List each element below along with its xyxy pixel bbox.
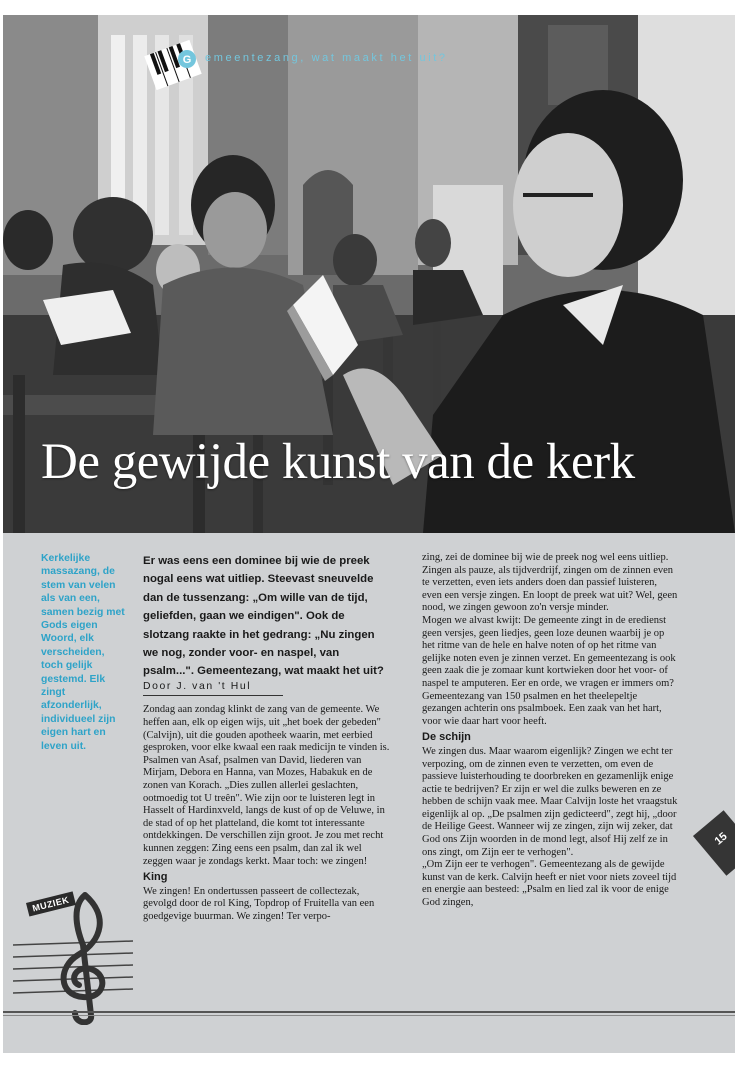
muziek-section-graphic — [13, 885, 133, 1025]
subheading-king: King — [143, 871, 168, 884]
lead-paragraph: Er was eens een dominee bij wie de preek nogal eens wat uitliep. Steevast sneuvelde dan de tussenzang: „Om wille van de tijd, geliefden, gaan we eindigen". Ook de slotzang raakte in het gedrang: „Nu zingen we nog, zonder voor- en naspel, van psalm...". Gemeentezang, wat maakt het uit? — [143, 555, 384, 678]
byline: Door J. van 't Hul — [143, 681, 283, 697]
series-title: emeentezang, wat maakt het uit? — [205, 52, 448, 64]
magazine-page — [3, 15, 735, 1053]
church-congregation-photo — [3, 15, 735, 533]
section-tag: MUZIEK — [26, 891, 75, 916]
page-number-tab — [693, 810, 735, 876]
series-header — [143, 35, 448, 95]
body-paragraph: Gemeentezang van 150 psalmen en het theelepeltje gezangen achterin ons psalmboek. Een zaak van het hart, voor wie daar hart voor heeft. — [422, 690, 662, 727]
body-paragraph: Mogen we alvast kwijt: De gemeente zingt in de eredienst geen versjes, geen liedjes, geen loze deunen waarbij je op het ritme van de hele en halve noten of op het ritme van gelijke noten even je zinnen verzet. En gemeentezang is ook geen zaak die je zomaar kunt kortwieken door het voor- of naspel te amputeren. Eer en orde, we vragen er immers om? — [422, 614, 676, 689]
footer-rule — [3, 1011, 735, 1013]
body-paragraph: zing, zei de dominee bij wie de preek nog wel eens uitliep. Zingen als pauze, als tijdverdrijf, zingen om de zinnen even te verzetten, even iets anders doen dan passief luisteren, even een versje zingen. En loopt de preek wat uit? Wel, geen nood, we zingen gewoon zo'n versje minder. — [422, 552, 678, 614]
body-paragraph: We zingen! En ondertussen passeert de collectezak, gevolgd door de rol King, Topdrop of Fruitella van een goedgevige buurman. We zingen! Ter verpo- — [143, 885, 375, 922]
page-number: 15 — [712, 830, 730, 848]
piano-keys-logo-icon — [143, 35, 203, 95]
pull-quote: Kerkelijke massazang, de stem van velen als van een, samen bezig met Gods eigen Woord, elk verscheiden, toch gelijk gestemd. Elk zingt afzonderlijk, individueel zijn eigen hart en leven uit. — [41, 553, 125, 752]
article-headline: De gewijde kunst van de kerk — [41, 434, 635, 490]
footer-rule-thin — [3, 1015, 735, 1016]
text-column-2 — [422, 552, 678, 910]
svg-text:G: G — [182, 54, 192, 66]
subheading-de-schijn: De schijn — [422, 731, 471, 744]
body-paragraph: Zondag aan zondag klinkt de zang van de gemeente. We heffen aan, elk op eigen wijs, uit „het boek der gebeden" (Calvijn), uit die gouden apotheek waarin, met eerbied gesproken, voor elke kwaal een raak medicijn te vinden is. Psalmen van Asaf, psalmen van David, liederen van Mirjam, Debora en Hanna, van Mozes, Habakuk en de zonen van Korach. „Dies zullen allerlei geslachten, ootmoedig tot U treên". Wie zijn oor te luisteren legt in Hasselt of Hardinxveld, langs de kust of op de Veluwe, in de stad of op het platteland, die komt tot interessante ontdekkingen. De verschillen zijn groot. Je zou met recht kunnen zeggen: Zing eens een psalm, dan zal ik wel zeggen waar je zondags kerkt. Maar toch: we zingen! — [143, 704, 390, 867]
body-paragraph: We zingen dus. Maar waarom eigenlijk? Zingen we echt ter verpozing, om de zinnen even te verzetten, om even de passieve luisterhouding te doorbreken en gezamenlijk enige actie te bedrijven? Er zijn er wel die zulks beweren en ze hebben de schijn vaak mee. Maar Calvijn loste het vraagstuk eigenlijk al op. „De psalmen zijn gedicteerd", zegt hij, „door de Heilige Geest. Wanneer wij ze zingen, zijn wij zeker, dat God ons Zijn woorden in de mond legt, alsof Hij zelf ze in ons zingt, om Zijn eer te verhogen". — [422, 745, 678, 858]
body-paragraph: „Om Zijn eer te verhogen". Gemeentezang als de gewijde kunst van de kerk. Calvijn heeft er niet voor niets zoveel tijd en energie aan besteed: „Psalm en lied zal ik voor de enige God zingen, — [422, 859, 677, 909]
text-column-1 — [143, 552, 391, 924]
